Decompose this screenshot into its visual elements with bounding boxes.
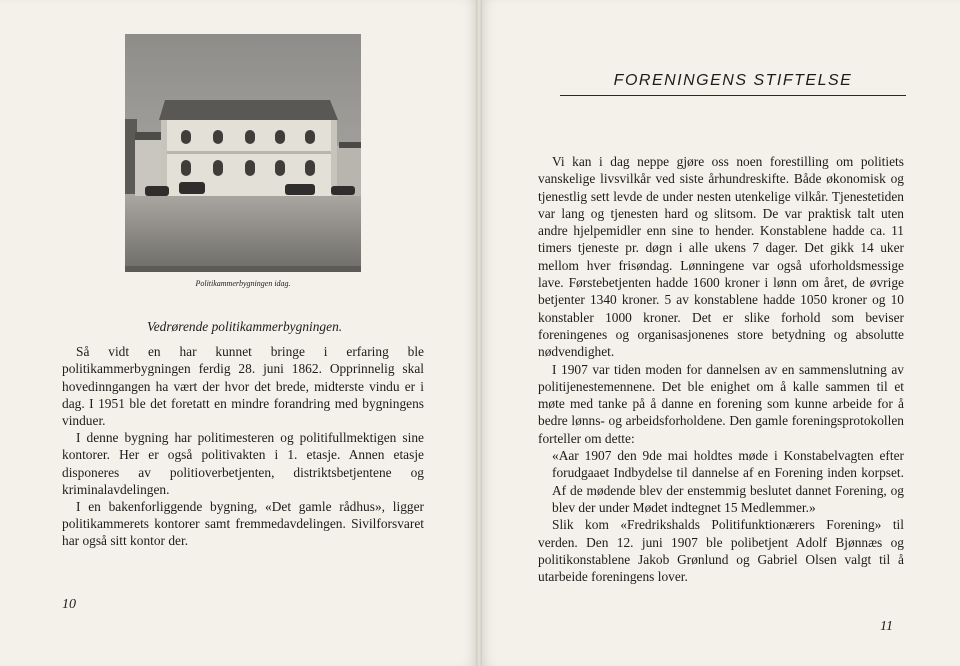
body-paragraph: I 1907 var tiden moden for dannelsen av en sammenslutning av politijenestemennene. Det ble enighet om å kalle sammen til et møte med tanke på å danne en forening som kunne arbeide for å bedre lønns- og arbeidsforholdene. Den gamle foreningsprotokollen forteller om dette: (538, 361, 904, 446)
building-photo-image (125, 34, 361, 272)
page-number-left: 10 (62, 597, 76, 612)
chapter-header: FORENINGENS STIFTELSE (613, 72, 853, 89)
body-paragraph: Slik kom «Fredrikshalds Politifunktionærers Forening» til verden. Den 12. juni 1907 ble polibetjent Adolf Bjønnæs og politikonstablene Jakob Grønlund og Gabriel Olsen valgt til å utarbeide foreningens lover. (538, 517, 904, 585)
page-number-right: 11 (880, 619, 893, 634)
building-photo (125, 34, 361, 272)
protocol-quote: «Aar 1907 den 9de mai holdtes møde i Konstabelvagten efter forudgaaet Indbydelse til dannelse af en Forening inden korpset. Af de mødende blev der enstemmig beslutet dannet Forening, og blev der under Mødet indtegnet 15 Medlemmer.» (552, 448, 904, 515)
body-paragraph: Så vidt en har kunnet bringe i erfaring ble politikammerbygningen ferdig 28. juni 1862. Opprinnelig skal hovedinngangen ha vært der hvor det brede, midterste vindu er i dag. I 1951 ble det foretatt en mindre forandring med bygningens vinduer. (62, 344, 424, 429)
book-gutter (476, 0, 482, 666)
right-page-body (538, 153, 904, 585)
body-paragraph: I denne bygning har politimesteren og politifullmektigen sine kontorer. Her er også politivakten i 1. etasje. Annen etasje disponeres av politioverbetjenten, distriktsbetjentene og kriminalavdelingen. (62, 430, 424, 497)
photo-caption: Politikammerbygningen idag. (195, 279, 291, 288)
left-page-body (62, 318, 424, 550)
section-heading: Vedrørende politikammerbygningen. (147, 319, 343, 334)
header-rule (560, 95, 906, 96)
body-paragraph: I en bakenforliggende bygning, «Det gamle rådhus», ligger politikammerets kontorer samt fremmedavdelingen. Sivilforsvaret har også sitt kontor der. (62, 499, 424, 549)
body-paragraph: Vi kan i dag neppe gjøre oss noen forestilling om politiets vanskelige livsvilkår ved siste århundreskifte. Både økonomisk og tjenestlig sett levde de under nesten utenkelige vilkår. Tjenestetiden var lang og tjenesten hard og slitsom. De var praktisk talt uten andre hjelpemidler enn sine to hender. Konstablene hadde ca. 11 timers tjeneste pr. døgn i alle ukens 7 dager. Det gikk 14 uker mellom hver frisøndag. Lønningene var også uforholdsmessige lave. Førstebetjenten hadde 1600 kroner i lønn om året, de øvrige betjenter 1340 kroner. 5 av konstablene hadde 1050 kroner og 10 konstabler 1000 kroner. Det er slike forhold som beviser foreningenes og organisasjonenes store betydning og absolutte nødvendighet. (538, 154, 904, 360)
